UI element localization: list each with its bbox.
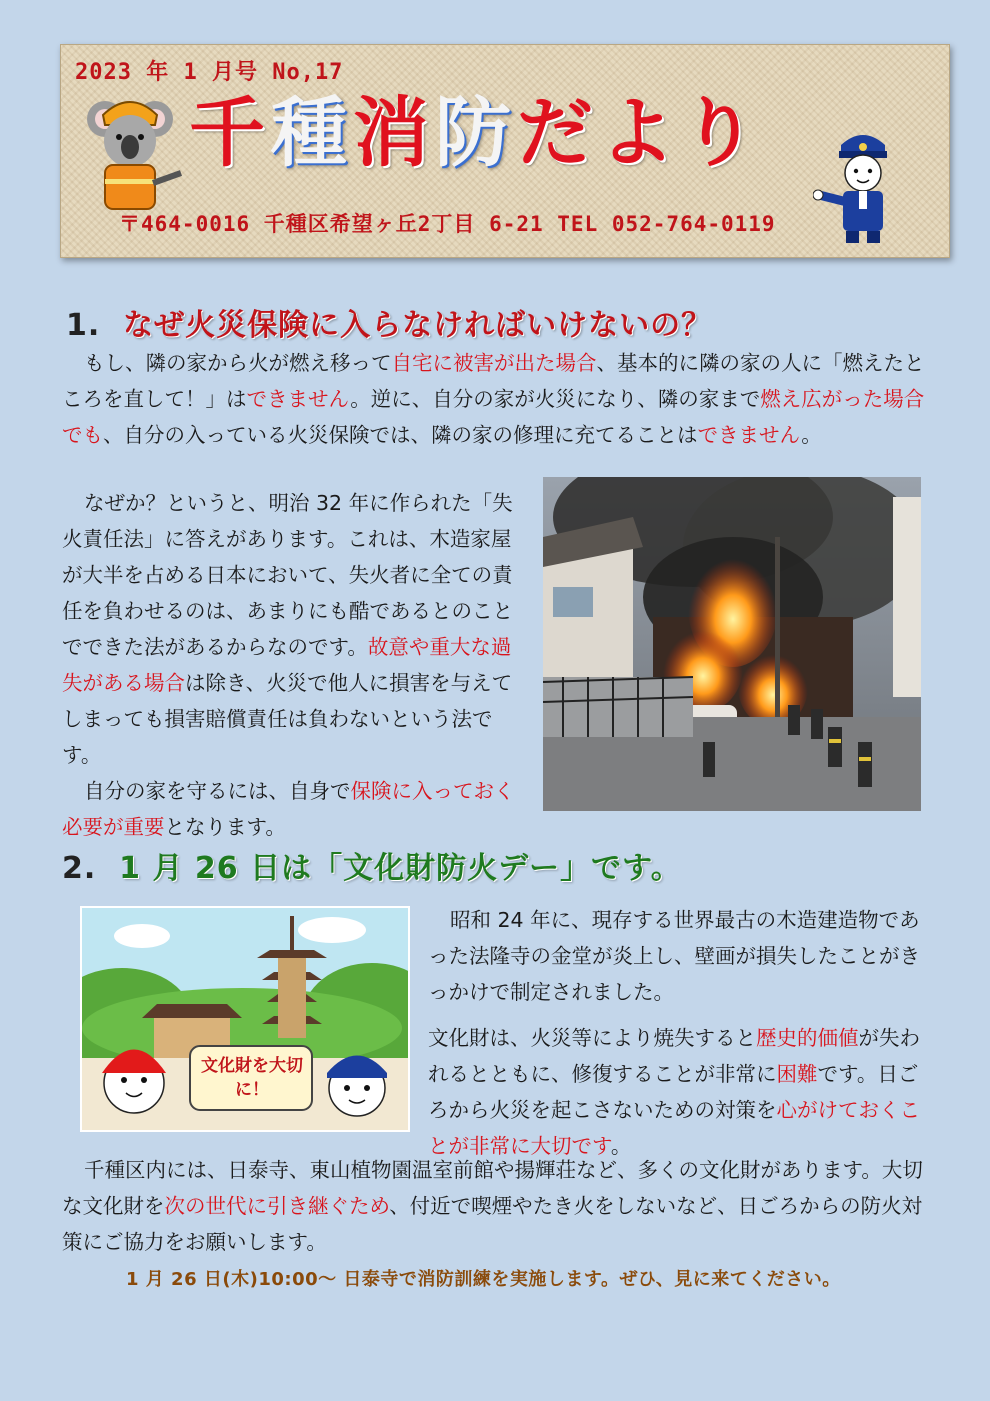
section1-heading bbox=[66, 300, 712, 344]
house-fire-photo-graphic bbox=[543, 477, 921, 811]
rich-text bbox=[62, 1158, 923, 1254]
highlighted-text: 困難 bbox=[776, 1062, 818, 1086]
highlighted-text: 自宅に被害が出た場合 bbox=[391, 351, 597, 375]
title-char: 消 bbox=[353, 88, 435, 177]
body-text: となります。 bbox=[164, 815, 286, 839]
section2-number: 2. bbox=[62, 851, 97, 886]
title-char: り bbox=[681, 88, 763, 177]
title-char: 種 bbox=[271, 88, 353, 177]
section1-number: 1. bbox=[66, 308, 101, 343]
koala-firefighter-mascot-icon bbox=[75, 85, 185, 215]
section2-heading bbox=[62, 843, 682, 887]
section2-title: 1 月 26 日は「文化財防火デー」です。 bbox=[119, 851, 682, 886]
highlighted-text: 保険に入っておく必要が重要 bbox=[62, 779, 515, 839]
body-text: 昭和 24 年に、現存する世界最古の木造建造物であった法隆寺の金堂が炎上し、壁画が損失したことがきっかけで制定されました。 bbox=[428, 908, 920, 1004]
rich-text bbox=[428, 908, 920, 1004]
highlighted-text: 歴史的価値 bbox=[756, 1026, 859, 1050]
section2-paragraph-2 bbox=[62, 1152, 930, 1260]
highlighted-text: 燃え広がった場合でも bbox=[62, 387, 925, 447]
highlighted-text: 次の世代に引き継ぐため bbox=[164, 1194, 390, 1218]
section1-title: なぜ火災保険に入らなければいけないの？ bbox=[123, 308, 713, 343]
title-char: 防 bbox=[435, 88, 517, 177]
body-text: が失われるとともに、修復することが非常に bbox=[428, 1026, 920, 1086]
body-text: 、付近で喫煙やたき火をしないなど、日ごろからの防火対策にご協力をお願いします。 bbox=[62, 1194, 923, 1254]
body-text: は除き、火災で他人に損害を与えてしまっても損害賠償責任は負わないという法です。 bbox=[62, 671, 513, 767]
section1-paragraph-2 bbox=[62, 485, 528, 845]
newsletter-title bbox=[189, 88, 763, 177]
body-text: 自分の家を守るには、自身で bbox=[84, 779, 351, 803]
rich-text bbox=[62, 351, 925, 447]
title-char: だ bbox=[517, 88, 599, 177]
highlighted-text: できません bbox=[697, 423, 802, 447]
section1-paragraph-1 bbox=[62, 345, 930, 453]
body-text: 千種区内には、日泰寺、東山植物園温室前館や揚輝荘など、多くの文化財があります。大切な文化財を bbox=[62, 1158, 923, 1218]
body-text: もし、隣の家から火が燃え移って bbox=[84, 351, 392, 375]
issue-label: 2023 年 1 月号 No,17 bbox=[75, 60, 344, 85]
body-text: なぜか？というと、明治 32 年に作られた「失火責任法」に答えがあります。これは、木造家屋が大半を占める日本において、失火者に全ての責任を負わせるのは、あまりにも酷であるとのことでできた法があるからなのです。 bbox=[62, 491, 513, 659]
title-char: よ bbox=[599, 88, 681, 177]
station-address: 〒464-0016 千種区希望ヶ丘2丁目 6-21 TEL 052-764-0119 bbox=[119, 212, 776, 236]
title-char: 千 bbox=[189, 88, 271, 177]
fire-officer-mascot-icon bbox=[813, 125, 908, 245]
highlighted-text: 心がけておくことが非常に大切です bbox=[428, 1098, 920, 1158]
speech-bubble-text: 文化財を大切に！ bbox=[201, 1056, 303, 1100]
section2-paragraph-1 bbox=[428, 902, 928, 1164]
cultural-property-illustration bbox=[80, 906, 410, 1132]
event-notice: 1 月 26 日(木)10:00～ 日泰寺で消防訓練を実施します。ぜひ、見に来てください。 bbox=[126, 1269, 841, 1290]
newsletter-header bbox=[60, 44, 950, 258]
rich-text bbox=[428, 1026, 920, 1158]
body-text: 、自分の入っている火災保険では、隣の家の修理に充てることは bbox=[103, 423, 698, 447]
rich-text bbox=[62, 779, 515, 839]
body-text: 、基本的に隣の家の人に「燃えたところを直して！」は bbox=[62, 351, 925, 411]
body-text: 。 bbox=[801, 423, 822, 447]
highlighted-text: 故意や重大な過失がある場合 bbox=[62, 635, 512, 695]
rich-text bbox=[62, 491, 513, 767]
body-text: 文化財は、火災等により焼失すると bbox=[428, 1026, 756, 1050]
body-text: です。日ごろから火災を起こさないための対策を bbox=[428, 1062, 919, 1122]
body-text: 。 bbox=[610, 1134, 632, 1158]
body-text: 。逆に、自分の家が火災になり、隣の家まで bbox=[350, 387, 761, 411]
house-fire-photo bbox=[543, 477, 921, 811]
highlighted-text: できません bbox=[246, 387, 351, 411]
